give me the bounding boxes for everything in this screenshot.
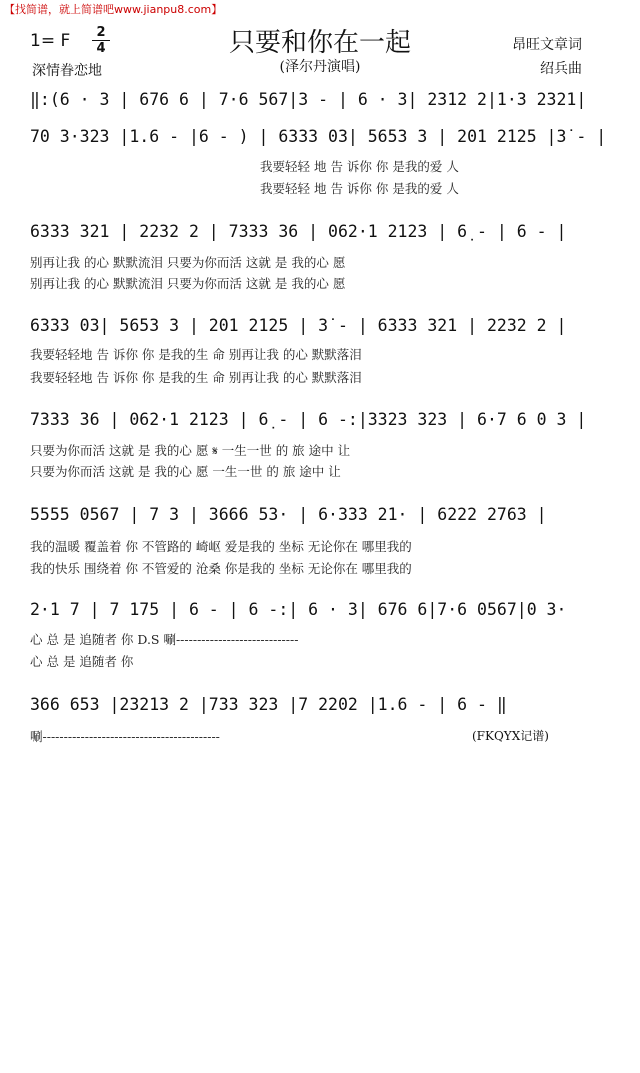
lyric-line-6b: 我的快乐 围绕着 你 不管爱的 沧桑 你是我的 坐标 无论你在 哪里我的 (30, 561, 412, 576)
lyric-line-5a: 只要为你而活 这就 是 我的心 愿 𝄋 一生一世 的 旅 途中 让 (30, 443, 351, 458)
lyric-line-2a: 我要轻轻 地 告 诉你 你 是我的爱 人 (260, 159, 459, 174)
lyric-line-7b: 心 总 是 追随者 你 (30, 654, 134, 669)
lyric-line-3a: 别再让我 的心 默默流泪 只要为你而活 这就 是 我的心 愿 (30, 255, 346, 270)
lyric-line-6a: 我的温暖 覆盖着 你 不管路的 崎岖 爱是我的 坐标 无论你在 哪里我的 (30, 539, 412, 554)
notation-line-6: 5555 0567 | 7 3 | 3666 53· | 6·333 21· | 6222 2763 | (30, 505, 547, 524)
song-title: 只要和你在一起 (228, 28, 411, 58)
notation-line-8: 366 653 |23213 2 |733 323 |7 2202 |1.6 - | 6 - ‖ (30, 695, 507, 714)
notation-line-5: 7333 36 | 062·1 2123 | 6̣ - | 6 -:|3323 323 | 6·7 6 0 3 | (30, 410, 587, 429)
transcriber-credit: (FKQYX记谱) (472, 729, 549, 743)
notation-line-2: 70 3·323 |1.6 - |6 - ) | 6333 03| 5653 3 | 201 2125 |3̇ - | (30, 127, 607, 146)
lyric-line-4a: 我要轻轻地 告 诉你 你 是我的生 命 别再让我 的心 默默落泪 (30, 347, 362, 362)
time-signature-top: 2 (96, 25, 106, 40)
site-banner[interactable]: 【找简谱，就上简谱吧www.jianpu8.com】 (4, 3, 223, 16)
lyric-line-7a: 心 总 是 追随者 你 D.S 唰----------------------------- (30, 632, 299, 647)
notation-line-4: 6333 03| 5653 3 | 201 2125 | 3̇ - | 6333 321 | 2232 2 | (30, 316, 567, 335)
key-signature: 1= F (30, 31, 71, 51)
lyric-line-3b: 别再让我 的心 默默流泪 只要为你而活 这就 是 我的心 愿 (30, 276, 346, 291)
performer-subtitle: (泽尔丹演唱) (279, 59, 361, 75)
lyricist-credit: 昂旺文章词 (512, 37, 582, 53)
lyric-line-4b: 我要轻轻地 告 诉你 你 是我的生 命 别再让我 的心 默默落泪 (30, 370, 362, 385)
notation-line-7: 2·1 7 | 7 175 | 6 - | 6 -:| 6 · 3| 676 6|7·6 0567|0 3· (30, 600, 567, 619)
time-signature-bottom: 4 (96, 41, 106, 56)
lyric-line-2b: 我要轻轻 地 告 诉你 你 是我的爱 人 (260, 181, 459, 196)
composer-credit: 绍兵曲 (540, 61, 582, 77)
lyric-line-8a: 唰------------------------------------------ (30, 729, 220, 744)
mood-marking: 深情眷恋地 (32, 63, 102, 79)
notation-line-3: 6333 321 | 2232 2 | 7333 36 | 062·1 2123 | 6̣ - | 6 - | (30, 222, 567, 241)
lyric-line-5b: 只要为你而活 这就 是 我的心 愿 一生一世 的 旅 途中 让 (30, 464, 341, 479)
notation-line-1: ‖:(6 · 3 | 676 6 | 7·6 567|3 - | 6 · 3| 2312 2|1·3 2321| (30, 90, 587, 109)
